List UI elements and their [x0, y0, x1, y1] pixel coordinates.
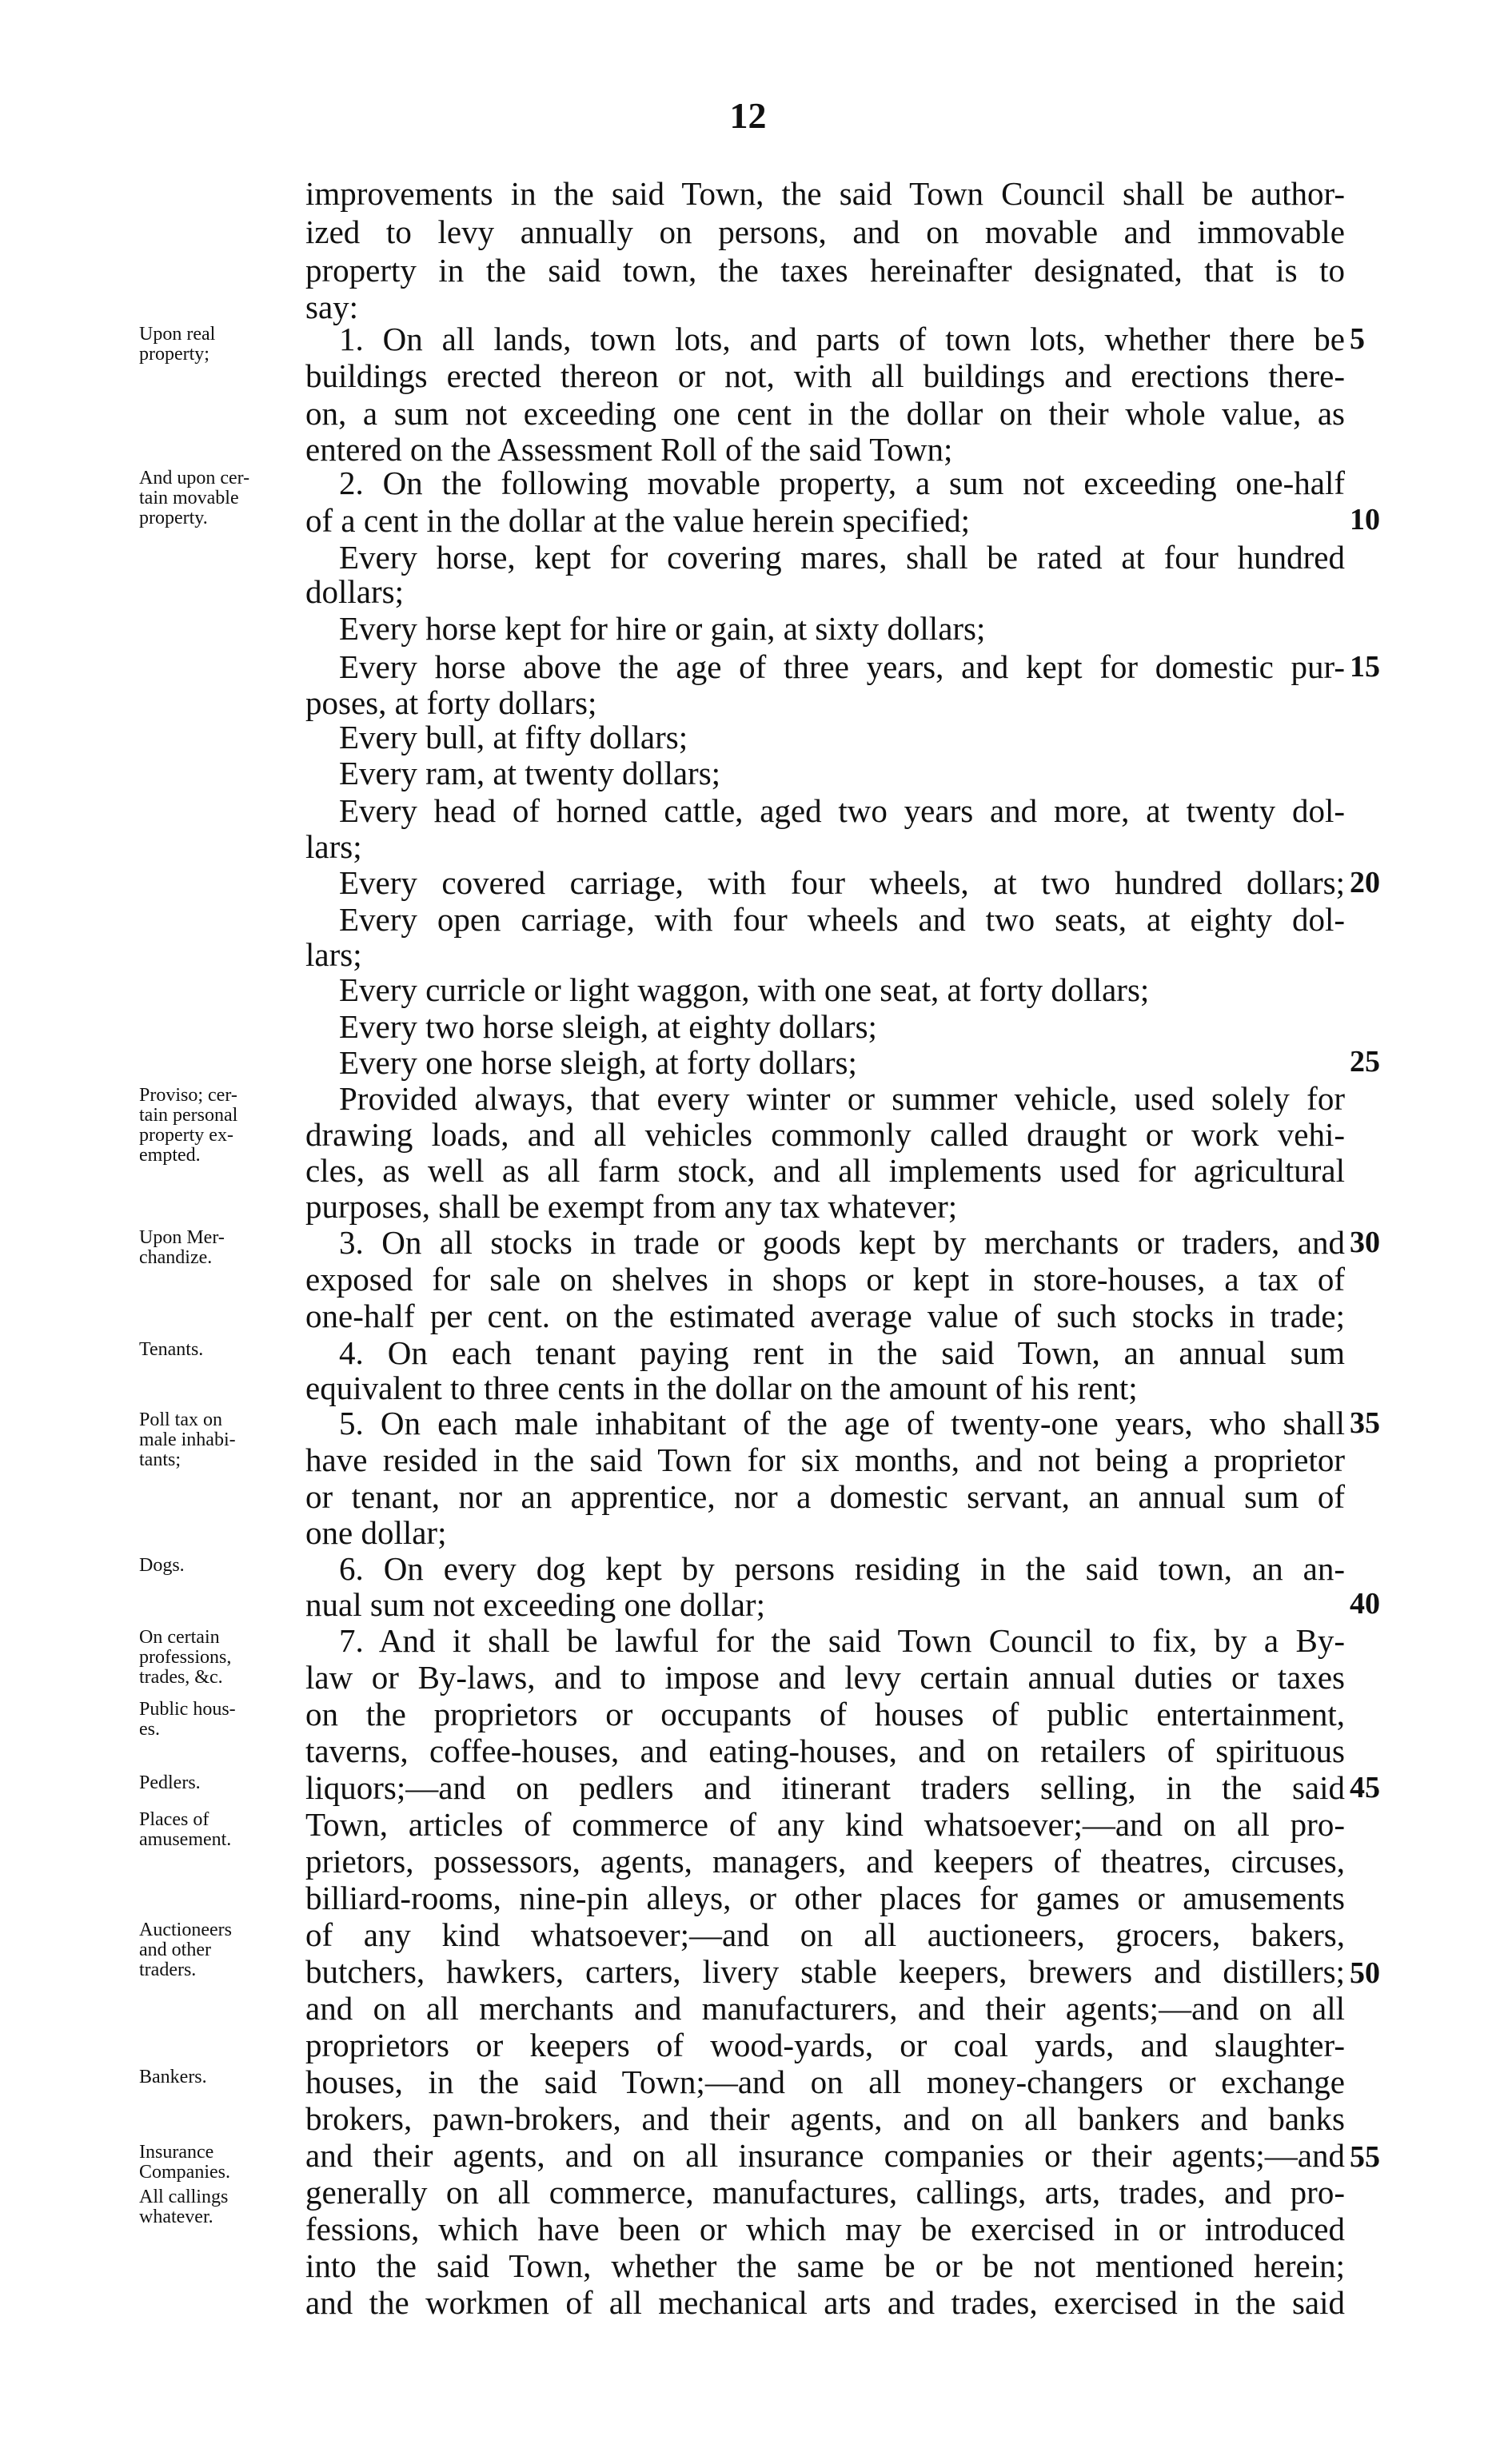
body-text-line: 6. On every dog kept by persons residing in the said town, an an- — [339, 1550, 1345, 1587]
margin-note — [139, 1920, 299, 1980]
body-text-line: Provided always, that every winter or summer vehicle, used solely for — [339, 1080, 1345, 1117]
body-text-line: Every ram, at twenty dollars; — [339, 755, 721, 791]
margin-note-line: male inhabi- — [139, 1429, 236, 1450]
margin-note-line: property; — [139, 344, 209, 365]
margin-note-line: Public hous- — [139, 1699, 236, 1720]
body-text-line: buildings erected thereon or not, with all buildings and erections there- — [305, 357, 1345, 394]
body-text-line: Town, articles of commerce of any kind whatsoever;—and on all pro- — [305, 1806, 1345, 1843]
body-text-line: Every bull, at fifty dollars; — [339, 719, 688, 756]
body-text-line: entered on the Assessment Roll of the said Town; — [305, 431, 953, 468]
margin-note — [139, 1410, 299, 1470]
margin-note — [139, 1228, 299, 1268]
margin-note — [139, 325, 299, 365]
body-text-line: of any kind whatsoever;—and on all auctioneers, grocers, bakers, — [305, 1916, 1345, 1953]
margin-note — [139, 1556, 299, 1576]
line-number: 55 — [1350, 2140, 1380, 2174]
body-text-line: and on all merchants and manufacturers, and their agents;—and on all — [305, 1990, 1345, 2027]
margin-note — [139, 1810, 299, 1850]
line-number: 45 — [1350, 1771, 1380, 1804]
line-number: 40 — [1350, 1587, 1380, 1621]
margin-note — [139, 2187, 299, 2227]
body-text-line: Every one horse sleigh, at forty dollars; — [339, 1044, 857, 1081]
line-number: 15 — [1350, 650, 1380, 684]
body-text-line: 2. On the following movable property, a sum not exceeding one-half — [339, 464, 1345, 501]
margin-note-line: es. — [139, 1719, 160, 1740]
margin-note — [139, 1628, 299, 1688]
body-text-line: into the said Town, whether the same be or be not mentioned herein; — [305, 2247, 1345, 2284]
body-text-line: Every two horse sleigh, at eighty dollars; — [339, 1008, 877, 1045]
line-number: 5 — [1350, 322, 1365, 356]
margin-note — [139, 1340, 299, 1360]
body-text-line: Every horse, kept for covering mares, shall be rated at four hundred — [339, 539, 1345, 576]
body-text-line: 7. And it shall be lawful for the said Town Council to fix, by a By- — [339, 1622, 1345, 1659]
margin-note-line: On certain — [139, 1627, 220, 1648]
body-text-line: and the workmen of all mechanical arts and trades, exercised in the said — [305, 2284, 1345, 2321]
body-text-line: poses, at forty dollars; — [305, 684, 597, 721]
body-text-line: property in the said town, the taxes hereinafter designated, that is to — [305, 252, 1345, 289]
body-text-line: billiard-rooms, nine-pin alleys, or other places for games or amusements — [305, 1880, 1345, 1916]
body-text-line: say: — [305, 289, 359, 325]
body-text-line: butchers, hawkers, carters, livery stable keepers, brewers and distillers; — [305, 1953, 1345, 1990]
body-text-line: have resided in the said Town for six months, and not being a proprietor — [305, 1441, 1345, 1478]
body-text-line: fessions, which have been or which may be exercised in or introduced — [305, 2211, 1345, 2247]
body-text-line: brokers, pawn-brokers, and their agents, and on all bankers and banks — [305, 2100, 1345, 2137]
line-number: 10 — [1350, 503, 1380, 536]
body-text-line: houses, in the said Town;—and on all money-changers or exchange — [305, 2063, 1345, 2100]
body-text-line: lars; — [305, 936, 362, 973]
body-text-line: cles, as well as all farm stock, and all implements used for agricultural — [305, 1152, 1345, 1189]
margin-note-line: tants; — [139, 1449, 181, 1470]
margin-note-line: property. — [139, 508, 208, 528]
margin-note-line: Auctioneers — [139, 1920, 232, 1940]
body-text-line: or tenant, nor an apprentice, nor a domestic servant, an annual sum of — [305, 1478, 1345, 1515]
body-text-line: generally on all commerce, manufactures, callings, arts, trades, and pro- — [305, 2174, 1345, 2211]
body-text-line: on, a sum not exceeding one cent in the dollar on their whole value, as — [305, 395, 1345, 432]
body-text-line: proprietors or keepers of wood-yards, or coal yards, and slaughter- — [305, 2027, 1345, 2063]
line-number: 50 — [1350, 1956, 1380, 1990]
margin-note-line: Dogs. — [139, 1555, 185, 1576]
margin-note-line: Bankers. — [139, 2067, 207, 2087]
body-text-line: improvements in the said Town, the said Town Council shall be author- — [305, 175, 1345, 212]
body-text-line: Every horse kept for hire or gain, at sixty dollars; — [339, 610, 986, 647]
body-text-line: Every curricle or light waggon, with one seat, at forty dollars; — [339, 971, 1150, 1008]
line-number: 35 — [1350, 1406, 1380, 1440]
body-text-line: Every horse above the age of three years, and kept for domestic pur- — [339, 648, 1345, 685]
body-text-line: 5. On each male inhabitant of the age of twenty-one years, who shall — [339, 1405, 1345, 1441]
margin-note-line: Places of — [139, 1809, 209, 1830]
margin-note-line: amusement. — [139, 1829, 232, 1850]
margin-note-line: traders. — [139, 1960, 197, 1980]
margin-note-line: and other — [139, 1940, 211, 1960]
body-text-line: 4. On each tenant paying rent in the said Town, an annual sum — [339, 1334, 1345, 1371]
margin-note-line: professions, — [139, 1647, 232, 1668]
margin-note-line: property ex- — [139, 1125, 233, 1146]
body-text-line: law or By-laws, and to impose and levy certain annual duties or taxes — [305, 1659, 1345, 1696]
margin-note — [139, 1700, 299, 1740]
body-text-line: lars; — [305, 828, 362, 865]
body-text-line: nual sum not exceeding one dollar; — [305, 1586, 765, 1623]
line-number: 25 — [1350, 1045, 1380, 1078]
body-text-line: one dollar; — [305, 1514, 447, 1551]
body-text-line: drawing loads, and all vehicles commonly called draught or work vehi- — [305, 1116, 1345, 1153]
body-text-line: Every open carriage, with four wheels and two seats, at eighty dol- — [339, 901, 1345, 938]
body-text-line: equivalent to three cents in the dollar on the amount of his rent; — [305, 1370, 1138, 1406]
margin-note — [139, 1773, 299, 1793]
body-text-line: liquors;—and on pedlers and itinerant traders selling, in the said — [305, 1769, 1345, 1806]
page-number: 12 — [729, 95, 767, 136]
body-text-line: purposes, shall be exempt from any tax whatever; — [305, 1188, 958, 1225]
margin-note-line: trades, &c. — [139, 1667, 223, 1688]
line-number: 20 — [1350, 866, 1380, 899]
body-text-line: exposed for sale on shelves in shops or kept in store-houses, a tax of — [305, 1261, 1345, 1298]
body-text-line: taverns, coffee-houses, and eating-houses, and on retailers of spirituous — [305, 1732, 1345, 1769]
margin-note-line: Proviso; cer- — [139, 1085, 237, 1106]
margin-note-line: tain movable — [139, 488, 239, 508]
margin-note-line: All callings — [139, 2187, 229, 2207]
margin-note — [139, 2067, 299, 2087]
margin-note — [139, 1086, 299, 1166]
margin-note-line: Poll tax on — [139, 1409, 223, 1430]
body-text-line: Every covered carriage, with four wheels, at two hundred dollars; — [339, 864, 1345, 901]
margin-note-line: whatever. — [139, 2207, 213, 2227]
line-number: 30 — [1350, 1226, 1380, 1259]
margin-note-line: And upon cer- — [139, 468, 250, 488]
margin-note-line: empted. — [139, 1145, 201, 1166]
body-text-line: one-half per cent. on the estimated average value of such stocks in trade; — [305, 1298, 1345, 1334]
body-text-line: 3. On all stocks in trade or goods kept by merchants or traders, and — [339, 1224, 1345, 1261]
body-text-line: prietors, possessors, agents, managers, and keepers of theatres, circuses, — [305, 1843, 1345, 1880]
body-text-line: Every head of horned cattle, aged two years and more, at twenty dol- — [339, 792, 1345, 829]
margin-note-line: chandize. — [139, 1247, 213, 1268]
margin-note — [139, 2143, 299, 2183]
margin-note — [139, 468, 299, 528]
body-text-line: of a cent in the dollar at the value herein specified; — [305, 502, 971, 539]
margin-note-line: Insurance — [139, 2142, 214, 2163]
body-text-line: dollars; — [305, 573, 404, 610]
body-text-line: and their agents, and on all insurance companies or their agents;—and — [305, 2137, 1345, 2174]
body-text-line: on the proprietors or occupants of houses of public entertainment, — [305, 1696, 1345, 1732]
body-text-line: ized to levy annually on persons, and on movable and immovable — [305, 213, 1345, 250]
margin-note-line: Tenants. — [139, 1339, 204, 1360]
margin-note-line: Upon Mer- — [139, 1227, 225, 1248]
margin-note-line: Pedlers. — [139, 1772, 201, 1793]
margin-note-line: tain personal — [139, 1105, 238, 1126]
margin-note-line: Companies. — [139, 2162, 230, 2183]
body-text-line: 1. On all lands, town lots, and parts of town lots, whether there be — [339, 321, 1345, 357]
margin-note-line: Upon real — [139, 324, 216, 345]
